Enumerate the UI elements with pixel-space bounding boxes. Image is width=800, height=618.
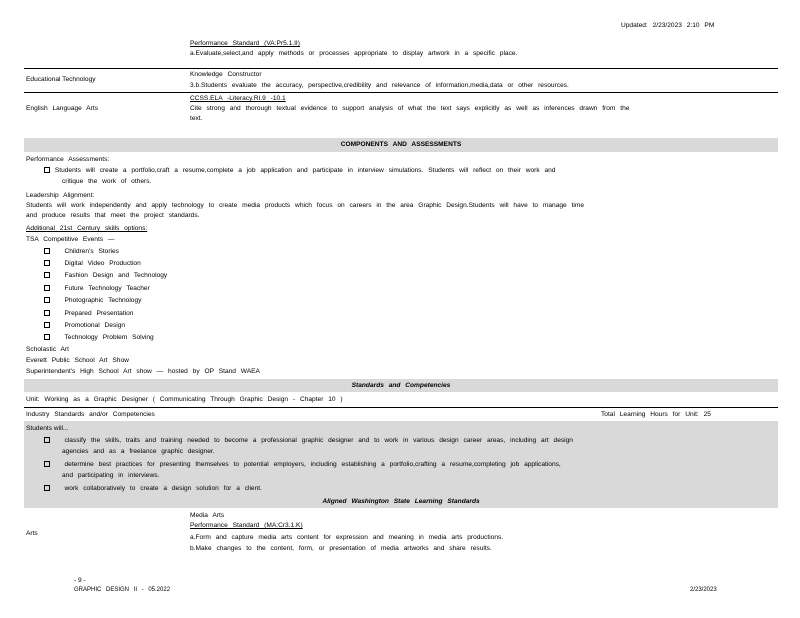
total-learning-hours: Total Learning Hours for Unit: 25 bbox=[601, 411, 711, 418]
media-arts-standard-a: a.Form and capture media arts content for expression and meaning in media arts productions. bbox=[190, 534, 504, 541]
competency-item: work collaboratively to create a design solution for a client. bbox=[44, 485, 262, 492]
checkbox-bullet-icon bbox=[44, 167, 50, 173]
checkbox-bullet-icon bbox=[44, 322, 50, 328]
list-item: Prepared Presentation bbox=[44, 310, 133, 317]
components-title: COMPONENTS AND ASSESSMENTS bbox=[340, 141, 462, 148]
page-number: - 9 - bbox=[74, 577, 86, 584]
arts-label: Arts bbox=[26, 530, 38, 537]
performance-assessments-label: Performance Assessments: bbox=[26, 156, 110, 163]
ela-standard-text-cont: text. bbox=[190, 115, 203, 122]
checkbox-bullet-icon bbox=[44, 248, 50, 254]
tsa-events-label: TSA Competitive Events — bbox=[26, 236, 115, 243]
additional-skills-label: Additional 21st Century skills options: bbox=[26, 225, 148, 232]
leadership-alignment-label: Leadership Alignment: bbox=[26, 192, 95, 199]
aligned-title: Aligned Washington State Learning Standards bbox=[322, 498, 480, 505]
students-will-label: Students will... bbox=[26, 425, 69, 432]
industry-standards-label: Industry Standards and/or Competencies bbox=[26, 411, 155, 418]
perf-standard-label: Performance Standard (VA:Pr5.1.II) bbox=[190, 40, 300, 47]
list-item: Fashion Design and Technology bbox=[44, 272, 167, 279]
competency-item-cont: agencies and as a freelance graphic designer. bbox=[62, 448, 215, 455]
checkbox-bullet-icon bbox=[44, 310, 50, 316]
performance-assessments-text-cont: critique the work of others. bbox=[62, 178, 152, 185]
superintendents-art-show: Superintendent's High School Art show — hosted by OP Stand WAEA bbox=[26, 368, 260, 375]
ela-standard-code: CCSS.ELA -Literacy.RI.9 -10.1 bbox=[190, 95, 286, 102]
footer-doc-title: GRAPHIC DESIGN II - 05.2022 bbox=[74, 587, 171, 593]
checkbox-bullet-icon bbox=[44, 437, 50, 443]
list-item: Future Technology Teacher bbox=[44, 285, 150, 292]
ela-label: English Language Arts bbox=[26, 105, 98, 112]
checkbox-bullet-icon bbox=[44, 461, 50, 467]
performance-assessments-text: Students will create a portfolio,craft a resume,complete a job application and participate in interview simulations. Students will reflect on their work and bbox=[44, 167, 555, 174]
competency-item: classify the skills, traits and training needed to become a professional graphic designer and to work in various design career areas, including art design bbox=[44, 437, 573, 444]
footer-date: 2/23/2023 bbox=[690, 587, 717, 593]
perf-standard-text: a.Evaluate,select,and apply methods or processes appropriate to display artwork in a specific place. bbox=[190, 50, 518, 57]
checkbox-bullet-icon bbox=[44, 334, 50, 340]
unit-title: Unit: Working as a Graphic Designer ( Communicating Through Graphic Design - Chapter 10 ) bbox=[26, 396, 343, 403]
edtech-standard-text: 3.b.Students evaluate the accuracy, perspective,credibility and relevance of information,media,data or other resources. bbox=[190, 82, 569, 89]
competency-item-cont: and participating in interviews. bbox=[62, 472, 160, 479]
leadership-alignment-text-cont: and produce results that meet the project standards. bbox=[26, 212, 200, 219]
ela-standard-text: Cite strong and thorough textual evidence to support analysis of what the text says explicitly as well as inferences drawn from the bbox=[190, 105, 630, 112]
checkbox-bullet-icon bbox=[44, 285, 50, 291]
list-item: Technology Problem Solving bbox=[44, 334, 154, 341]
checkbox-bullet-icon bbox=[44, 485, 50, 491]
divider bbox=[24, 92, 778, 93]
list-item: Children's Stories bbox=[44, 248, 119, 255]
standards-title: Standards and Competencies bbox=[351, 382, 451, 389]
edtech-standard-title: Knowledge Constructor bbox=[190, 71, 262, 78]
leadership-alignment-text: Students will work independently and apply technology to create media products which focus on careers in the area Graphic Design.Students will have to manage time bbox=[26, 202, 585, 209]
scholastic-art: Scholastic Art bbox=[26, 346, 69, 353]
list-item: Photographic Technology bbox=[44, 297, 141, 304]
media-arts-label: Media Arts bbox=[190, 512, 225, 519]
media-arts-standard: Performance Standard (MA:Cr3.1.K) bbox=[190, 522, 303, 529]
competency-item: determine best practices for presenting themselves to potential employers, including establishing a portfolio,crafting a resume,completing job applications, bbox=[44, 461, 561, 468]
list-item: Digital Video Production bbox=[44, 260, 141, 267]
students-will-block bbox=[24, 421, 778, 495]
edtech-label: Educational Technology bbox=[26, 76, 96, 83]
list-item: Promotional Design bbox=[44, 322, 125, 329]
updated-timestamp: Updated: 2/23/2023 2:10 PM bbox=[621, 22, 715, 29]
checkbox-bullet-icon bbox=[44, 260, 50, 266]
media-arts-standard-b: b.Make changes to the content, form, or presentation of media artworks and share results. bbox=[190, 545, 492, 552]
checkbox-bullet-icon bbox=[44, 297, 50, 303]
everett-art-show: Everett Public School Art Show bbox=[26, 357, 129, 364]
divider bbox=[24, 68, 778, 69]
checkbox-bullet-icon bbox=[44, 272, 50, 278]
